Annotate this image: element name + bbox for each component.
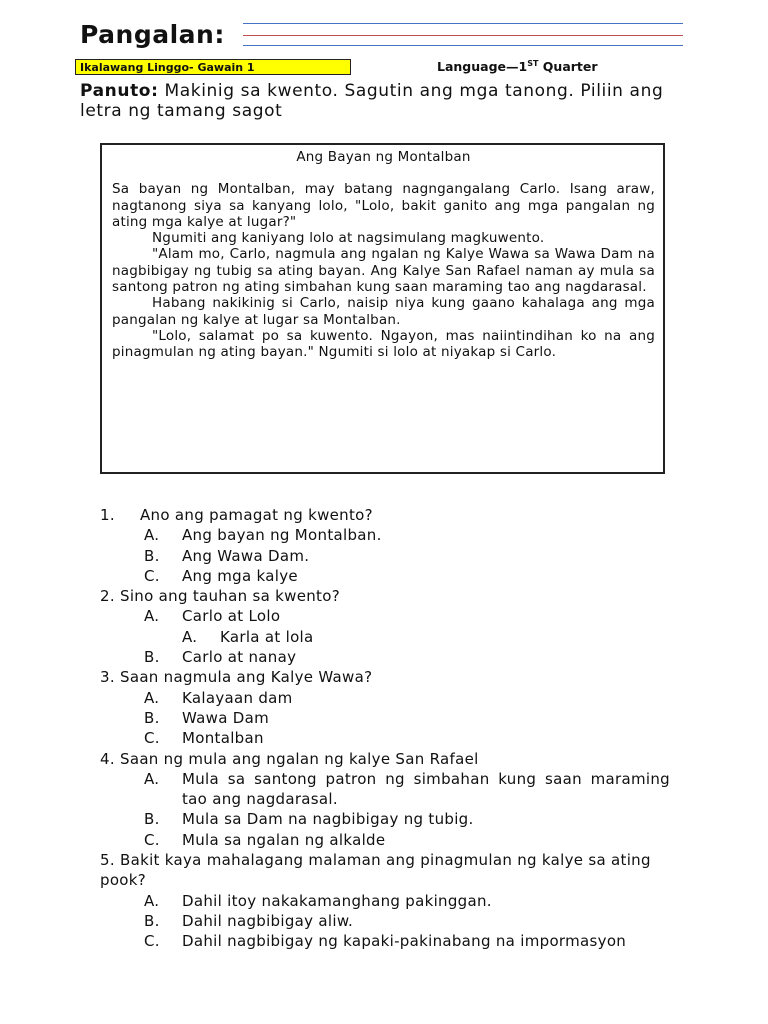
option-letter: A. (144, 891, 160, 910)
question-3 (100, 667, 670, 687)
option-text: Mula sa ngalan ng alkalde (182, 830, 386, 849)
question-2 (100, 586, 670, 606)
option-letter: C. (144, 566, 160, 585)
name-row (80, 20, 685, 60)
story-paragraph: Sa bayan ng Montalban, may batang nagngangalang Carlo. Isang araw, nagtanong siya sa kanyang lolo, "Lolo, bakit ganito ang mga pangalan ng ating mga kalye at lugar?" (112, 181, 655, 230)
question-number: 5. (100, 851, 115, 870)
answer-option[interactable] (100, 546, 670, 566)
answer-option[interactable] (100, 627, 670, 647)
story-paragraph: "Alam mo, Carlo, nagmula ang ngalan ng Kalye Wawa sa Wawa Dam na nagbibigay ng tubig sa ating bayan. Ang Kalye San Rafael naman ay mula sa santong patron ng ating simbahan kung saan maraming tao ang nagdarasal. (112, 246, 655, 296)
answer-option[interactable] (100, 769, 670, 810)
option-text: Wawa Dam (182, 708, 270, 727)
option-letter: C. (144, 830, 160, 849)
story-title: Ang Bayan ng Montalban (296, 149, 471, 165)
option-text: Carlo at Lolo (182, 607, 281, 626)
option-letter: A. (144, 607, 160, 626)
option-letter: B. (144, 911, 160, 930)
option-letter: A. (182, 627, 198, 646)
question-4 (100, 749, 670, 769)
option-text: Montalban (182, 729, 264, 748)
question-text: Bakit kaya mahalagang malaman ang pinagmulan ng kalye sa ating pook? (100, 851, 651, 890)
answer-option[interactable] (100, 830, 670, 850)
option-text: Dahil itoy nakakamanghang pakinggan. (182, 891, 492, 910)
option-text: Mula sa santong patron ng simbahan kung saan maraming tao ang nagdarasal. (182, 769, 670, 809)
quarter-superscript: ST (527, 59, 539, 68)
answer-option[interactable] (100, 647, 670, 667)
option-letter: B. (144, 546, 160, 565)
answer-option[interactable] (100, 809, 670, 829)
option-letter: C. (144, 932, 160, 951)
answer-option[interactable] (100, 566, 670, 586)
question-number: 3. (100, 668, 115, 687)
quarter-tail: Quarter (538, 59, 598, 75)
question-text: Sino ang tauhan sa kwento? (120, 587, 340, 606)
option-letter: B. (144, 708, 160, 727)
option-letter: B. (144, 648, 160, 667)
question-number: 1. (100, 506, 115, 524)
option-text: Dahil nagbibigay ng kapaki-pakinabang na impormasyon (182, 932, 627, 951)
question-number: 4. (100, 749, 115, 768)
option-text: Ang Wawa Dam. (182, 546, 310, 565)
quarter-main: Language—1 (437, 59, 528, 75)
week-activity-tag: Ikalawang Linggo- Gawain 1 (75, 59, 351, 75)
option-text: Kalayaan dam (182, 688, 293, 707)
option-text: Ang bayan ng Montalban. (182, 526, 382, 545)
option-text: Karla at lola (220, 627, 314, 646)
option-text: Carlo at nanay (182, 648, 297, 667)
story-paragraph: "Lolo, salamat po sa kuwento. Ngayon, mas naiintindihan ko na ang pinagmulan ng ating bayan." Ngumiti si lolo at niyakap si Carlo. (112, 327, 655, 361)
answer-option[interactable] (100, 525, 670, 545)
option-letter: B. (144, 810, 160, 829)
instructions-text: Makinig sa kwento. Sagutin ang mga tanong. Piliin ang letra ng tamang sagot (80, 81, 664, 121)
option-text: Ang mga kalye (182, 566, 298, 585)
option-letter: A. (144, 688, 160, 707)
story-paragraph: Habang nakikinig si Carlo, naisip niya kung gaano kahalaga ang mga pangalan ng kalye at lugar sa Montalban. (112, 295, 655, 328)
name-label: Pangalan: (80, 20, 225, 49)
question-number: 2. (100, 587, 115, 606)
answer-option[interactable] (100, 728, 670, 748)
question-1 (100, 505, 670, 525)
story-box (100, 143, 665, 474)
question-text: Ano ang pamagat ng kwento? (140, 506, 373, 524)
question-5 (100, 850, 670, 891)
answer-option[interactable] (100, 931, 670, 951)
answer-option[interactable] (100, 688, 670, 708)
answer-option[interactable] (100, 891, 670, 911)
option-text: Mula sa Dam na nagbibigay ng tubig. (182, 810, 474, 829)
instructions (80, 81, 690, 121)
instructions-label: Panuto: (80, 81, 159, 101)
question-text: Saan ng mula ang ngalan ng kalye San Rafael (120, 749, 479, 768)
answer-option[interactable] (100, 606, 670, 626)
quarter-label (437, 59, 598, 74)
option-letter: A. (144, 526, 160, 545)
answer-option[interactable] (100, 708, 670, 728)
story-paragraph: Ngumiti ang kaniyang lolo at nagsimulang magkuwento. (152, 230, 545, 247)
questions-list (100, 505, 670, 952)
answer-option[interactable] (100, 911, 670, 931)
name-writing-lines[interactable] (243, 23, 683, 53)
option-letter: C. (144, 729, 160, 748)
option-text: Dahil nagbibigay aliw. (182, 911, 354, 930)
question-text: Saan nagmula ang Kalye Wawa? (120, 668, 373, 687)
option-letter: A. (144, 769, 160, 788)
